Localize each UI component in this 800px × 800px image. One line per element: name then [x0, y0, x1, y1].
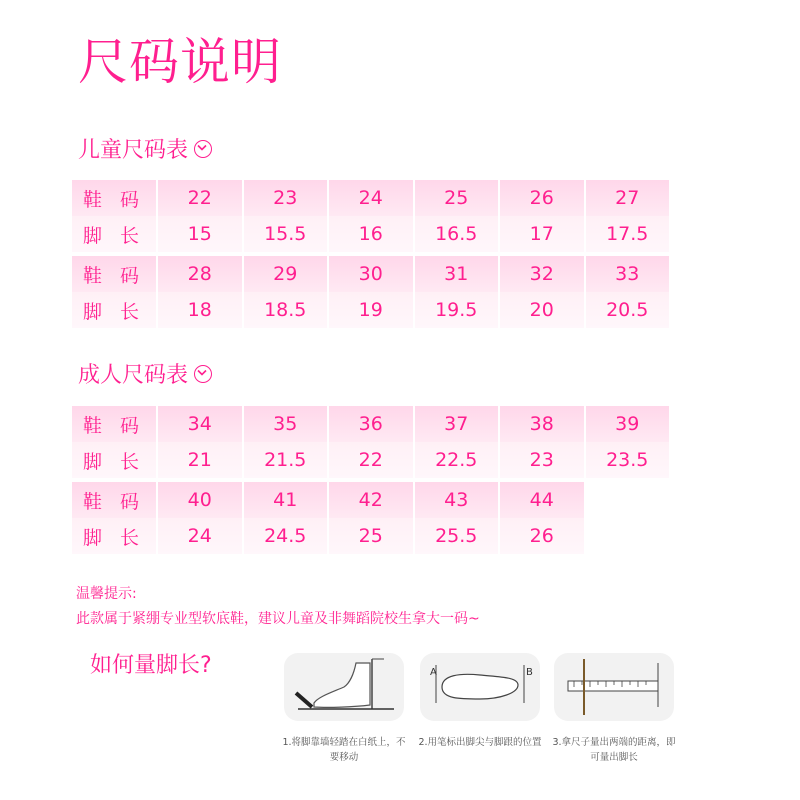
adult-size-heading	[78, 362, 212, 390]
how-to-measure-heading: 如何量脚长?	[90, 653, 212, 678]
length-cell: 21.5	[243, 442, 329, 478]
size-cell: 24	[328, 180, 414, 216]
step-2-illustration	[420, 653, 540, 721]
length-cell: 25.5	[414, 518, 500, 554]
children-size-heading-text: 儿童尺码表	[78, 138, 189, 163]
chevron-down-icon	[194, 365, 212, 383]
table-row	[72, 216, 669, 252]
step-3-caption: 3.拿尺子量出两端的距离，即可量出脚长	[552, 737, 676, 763]
size-cell: 42	[328, 482, 414, 518]
size-cell: 34	[157, 406, 243, 442]
tip-text: 此款属于紧绷专业型软底鞋，建议儿童及非舞蹈院校生拿大一码~	[76, 611, 480, 627]
size-cell: 29	[243, 256, 329, 292]
table-row	[72, 518, 669, 554]
shoe-size-label: 鞋 码	[72, 482, 157, 518]
adult-size-heading-text: 成人尺码表	[78, 363, 189, 388]
size-cell: 28	[157, 256, 243, 292]
size-cell: 22	[157, 180, 243, 216]
size-cell: 25	[414, 180, 500, 216]
table-row	[72, 482, 669, 518]
table-row	[72, 256, 669, 292]
size-cell: 36	[328, 406, 414, 442]
length-cell: 17	[499, 216, 585, 252]
length-cell: 16.5	[414, 216, 500, 252]
size-cell: 26	[499, 180, 585, 216]
shoe-size-label: 鞋 码	[72, 180, 157, 216]
size-cell: 44	[499, 482, 585, 518]
size-cell: 39	[585, 406, 670, 442]
step-2-caption: 2.用笔标出脚尖与脚跟的位置	[418, 737, 542, 748]
empty-cell	[585, 482, 670, 518]
step-3-illustration	[554, 653, 674, 721]
size-cell: 43	[414, 482, 500, 518]
size-cell: 40	[157, 482, 243, 518]
length-cell: 19	[328, 292, 414, 328]
length-cell: 15	[157, 216, 243, 252]
ruler-icon	[554, 653, 674, 721]
foot-outline-icon	[420, 653, 540, 721]
empty-cell	[585, 518, 670, 554]
shoe-size-label: 鞋 码	[72, 406, 157, 442]
mark-b-label: B	[526, 667, 533, 678]
size-cell: 33	[585, 256, 670, 292]
step-1-caption: 1.将脚靠墙轻踏在白纸上，不要移动	[282, 737, 406, 763]
tip-heading: 温馨提示:	[76, 586, 137, 602]
chevron-down-icon	[194, 140, 212, 158]
length-cell: 18.5	[243, 292, 329, 328]
size-cell: 37	[414, 406, 500, 442]
children-size-heading	[78, 137, 212, 165]
length-cell: 16	[328, 216, 414, 252]
table-row	[72, 442, 669, 478]
shoe-size-label: 鞋 码	[72, 256, 157, 292]
foot-length-label: 脚 长	[72, 292, 157, 328]
adult-size-table-2	[72, 482, 669, 554]
length-cell: 23	[499, 442, 585, 478]
page-title: 尺码说明	[78, 33, 282, 91]
foot-length-label: 脚 长	[72, 442, 157, 478]
length-cell: 18	[157, 292, 243, 328]
size-cell: 30	[328, 256, 414, 292]
length-cell: 15.5	[243, 216, 329, 252]
size-cell: 41	[243, 482, 329, 518]
table-row	[72, 406, 669, 442]
children-size-table-2	[72, 256, 669, 328]
table-row	[72, 292, 669, 328]
length-cell: 22	[328, 442, 414, 478]
mark-a-label: A	[430, 667, 437, 678]
length-cell: 20.5	[585, 292, 670, 328]
length-cell: 25	[328, 518, 414, 554]
foot-length-label: 脚 长	[72, 216, 157, 252]
children-size-table-1	[72, 180, 669, 252]
adult-size-table-1	[72, 406, 669, 478]
length-cell: 24.5	[243, 518, 329, 554]
length-cell: 17.5	[585, 216, 670, 252]
foot-length-label: 脚 长	[72, 518, 157, 554]
table-row	[72, 180, 669, 216]
length-cell: 24	[157, 518, 243, 554]
length-cell: 26	[499, 518, 585, 554]
size-cell: 31	[414, 256, 500, 292]
size-cell: 38	[499, 406, 585, 442]
length-cell: 23.5	[585, 442, 670, 478]
length-cell: 20	[499, 292, 585, 328]
size-cell: 35	[243, 406, 329, 442]
length-cell: 21	[157, 442, 243, 478]
size-cell: 23	[243, 180, 329, 216]
foot-against-wall-icon	[284, 653, 404, 721]
length-cell: 19.5	[414, 292, 500, 328]
size-cell: 32	[499, 256, 585, 292]
size-cell: 27	[585, 180, 670, 216]
length-cell: 22.5	[414, 442, 500, 478]
step-1-illustration	[284, 653, 404, 721]
